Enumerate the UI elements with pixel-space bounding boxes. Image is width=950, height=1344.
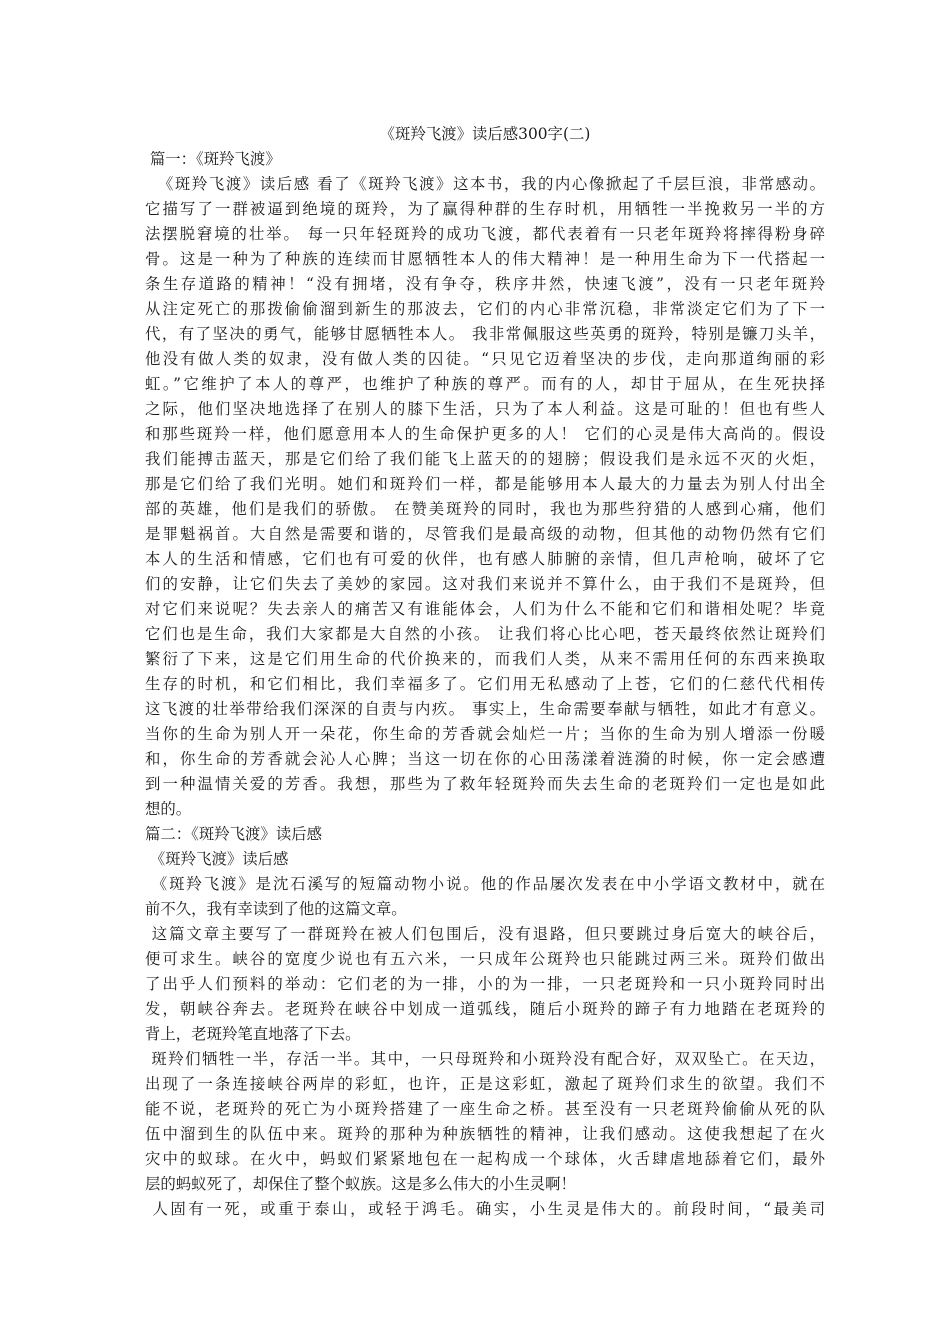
text-line: 这飞渡的壮举带给我们深深的自责与内疚。 事实上，生命需要奉献与牺牲，如此才有意义。 <box>145 700 825 718</box>
text-line: 代，有了坚决的勇气，能够甘愿牺牲本人。 我非常佩服这些英勇的斑羚，特别是镰刀头羊， <box>145 325 825 343</box>
text-line: 篇二：《斑羚飞渡》读后感 <box>145 825 322 843</box>
text-line: 之际，他们坚决地选择了在别人的膝下生活，只为了本人利益。这是可耻的！但也有些人 <box>145 400 825 418</box>
text-line: 他没有做人类的奴隶，没有做人类的囚徒。“只见它迈着坚决的步伐，走向那道绚丽的彩 <box>145 350 825 368</box>
text-line: 便可求生。峡谷的宽度少说也有五六米，一只成年公斑羚也只能跳过两三米。斑羚们做出 <box>145 950 825 968</box>
text-line: 那是它们给了我们光明。她们和斑羚们一样，都是能够用本人最大的力量去为别人付出全 <box>145 475 825 493</box>
text-line: 能不说，老斑羚的死亡为小斑羚搭建了一座生命之桥。甚至没有一只老斑羚偷偷从死的队 <box>145 1100 825 1118</box>
text-line: 它描写了一群被逼到绝境的斑羚，为了赢得种群的生存时机，用牺牲一半挽救另一半的方 <box>145 200 825 218</box>
text-line: 繁衍了下来，这是它们用生命的代价换来的，而我们人类，从来不需用任何的东西来换取 <box>145 650 825 668</box>
text-line: 生存的时机，和它们相比，我们幸福多了。它们用无私感动了上苍，它们的仁慈代代相传 <box>145 675 825 693</box>
text-line: 它们也是生命，我们大家都是大自然的小孩。 让我们将心比心吧，苍天最终依然让斑羚们 <box>145 625 825 643</box>
text-line: 伍中溜到生的队伍中来。斑羚的那种为种族牺牲的精神，让我们感动。这使我想起了在火 <box>145 1125 825 1143</box>
text-line: 我们能搏击蓝天，那是它们给了我们能飞上蓝天的的翅膀；假设我们是永远不灭的火炬， <box>145 450 825 468</box>
text-line: 《斑羚飞渡》读后感 <box>145 850 289 868</box>
text-line: 层的蚂蚁死了，却保住了整个蚁族。这是多么伟大的小生灵啊！ <box>145 1175 576 1193</box>
document-title: 《斑羚飞渡》读后感300字(二) <box>379 125 591 143</box>
text-line: 《斑羚飞渡》是沈石溪写的短篇动物小说。他的作品屡次发表在中小学语文教材中，就在 <box>145 875 825 893</box>
document-body <box>145 147 825 1222</box>
text-line: 从注定死亡的那拨偷偷溜到新生的那波去，它们的内心非常沉稳，非常淡定它们为了下一 <box>145 300 825 318</box>
text-line: 了出乎人们预料的举动：它们老的为一排，小的为一排，一只老斑羚和一只小斑羚同时出 <box>145 975 825 993</box>
text-line: 当你的生命为别人开一朵花，你生命的芳香就会灿烂一片；当你的生命为别人增添一份暖 <box>145 725 825 743</box>
text-line: 部的英雄，他们是我们的骄傲。 在赞美斑羚的同时，我也为那些狩猎的人感到心痛，他们 <box>145 500 825 518</box>
text-line: 斑羚们牺牲一半，存活一半。其中，一只母斑羚和小斑羚没有配合好，双双坠亡。在天边， <box>145 1050 825 1068</box>
text-line: 们的安静，让它们失去了美妙的家园。这对我们来说并不算什么，由于我们不是斑羚，但 <box>145 575 825 593</box>
text-line: 骨。这是一种为了种族的连续而甘愿牺牲本人的伟大精神！是一种用生命为下一代搭起一 <box>145 250 825 268</box>
text-line: 发，朝峡谷奔去。老斑羚在峡谷中划成一道弧线，随后小斑羚的蹄子有力地踏在老斑羚的 <box>145 1000 825 1018</box>
text-line: 《斑羚飞渡》读后感 看了《斑羚飞渡》这本书，我的内心像掀起了千层巨浪，非常感动。 <box>145 175 825 193</box>
text-line: 对它们来说呢？失去亲人的痛苦又有谁能体会，人们为什么不能和它们和谐相处呢？毕竟 <box>145 600 825 618</box>
text-line: 背上，老斑羚笔直地落了下去。 <box>145 1025 361 1043</box>
text-line: 人固有一死，或重于泰山，或轻于鸿毛。确实，小生灵是伟大的。前段时间，“最美司 <box>145 1200 825 1218</box>
text-line: 篇一：《斑羚飞渡》 <box>145 150 281 168</box>
document-page <box>145 122 825 1222</box>
text-line: 本人的生活和情感，它们也有可爱的伙伴，也有感人肺腑的亲情，但几声枪响，破坏了它 <box>145 550 825 568</box>
text-line: 和那些斑羚一样，他们愿意用本人的生命保护更多的人！ 它们的心灵是伟大高尚的。假设 <box>145 425 825 443</box>
text-line: 法摆脱窘境的壮举。 每一只年轻斑羚的成功飞渡，都代表着有一只老年斑羚将摔得粉身碎 <box>145 225 825 243</box>
text-line: 想的。 <box>145 800 192 818</box>
text-line: 出现了一条连接峡谷两岸的彩虹，也许，正是这彩虹，激起了斑羚们求生的欲望。我们不 <box>145 1075 825 1093</box>
text-line: 和，你生命的芳香就会沁人心脾；当这一切在你的心田荡漾着涟漪的时候，你一定会感遭 <box>145 750 825 768</box>
text-line: 到一种温情关爱的芳香。我想，那些为了救年轻斑羚而失去生命的老斑羚们一定也是如此 <box>145 775 825 793</box>
text-line: 条生存道路的精神！“没有拥堵，没有争夺，秩序井然，快速飞渡”，没有一只老年斑羚 <box>145 275 825 293</box>
text-line: 这篇文章主要写了一群斑羚在被人们包围后，没有退路，但只要跳过身后宽大的峡谷后， <box>145 925 825 943</box>
text-line: 灾中的蚁球。在火中，蚂蚁们紧紧地包在一起构成一个球体，火舌肆虐地舔着它们，最外 <box>145 1150 825 1168</box>
text-line: 是罪魁祸首。大自然是需要和谐的，尽管我们是最高级的动物，但其他的动物仍然有它们 <box>145 525 825 543</box>
text-line: 虹。”它维护了本人的尊严，也维护了种族的尊严。而有的人，却甘于屈从，在生死抉择 <box>145 375 825 393</box>
text-line: 前不久，我有幸读到了他的这篇文章。 <box>145 900 407 918</box>
